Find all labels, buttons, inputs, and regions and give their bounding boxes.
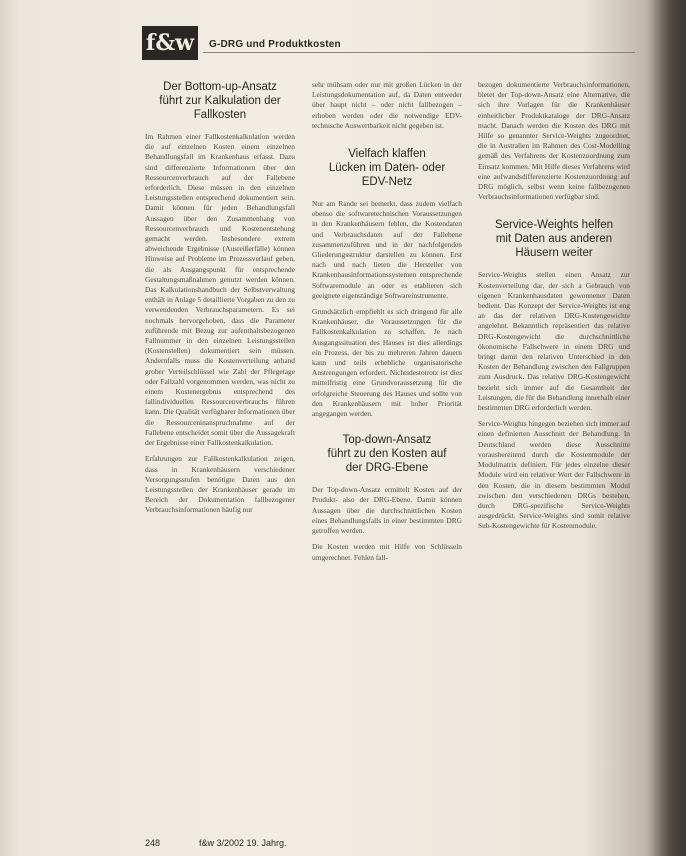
page-number: 248 (145, 838, 161, 848)
paragraph: Service-Weights hingegen beziehen sich immer auf einen definierten Ausschnitt der Behandlung. In Deutschland werden diese Ausschnitte vorausbereitend durch die Kostenmodule der Modulmatrix definiert. Für jedes einzelne dieser Module wird ein relativer Wert der Fallschwere in den Kosten, die in diesem bestimmten Modul zwischen den verschiedenen DRGs bestehen, durch DRG-spezifische Service-Weights ausgedrückt. Service-Weights sind somit relative Sub-Kostengewichte für Kostenmodule. (478, 419, 630, 531)
issue-label: f&w 3/2002 19. Jahrg. (199, 838, 287, 848)
text-column-1 (145, 80, 295, 522)
text-column-3 (478, 80, 630, 538)
section-header: G-DRG und Produktkosten (209, 39, 341, 50)
heading-luecken: Vielfach klaffen Lücken im Daten- oder EDV-Netz (328, 148, 446, 189)
heading-bottom-up: Der Bottom-up-Ansatz führt zur Kalkulation der Fallkosten (159, 81, 281, 121)
paragraph: bezogen dokumentierte Verbrauchsinformationen, bietet der Top-down-Ansatz eine Alternative, die sich ihre Vorlagen für die Krankenhäuser einheitlicher Produktkataloge der DRG-Ansatz macht. Danach werden die Kosten des DRG mit Hilfe so genannter Service-Weights zugeordnet, die in Australien im Rahmen des Cost-Modelling gemäß des Verfahrens der Kostenzuordnung zum Einsatz kommen. Mit Hilfe dieses Verfahrens wird eine aufwandsdifferenzierte Kostenzuordnung auf DRG möglich, selbst wenn keine fallbezogenen Verbrauchsinformationen verfügbar sind. (478, 80, 630, 202)
paragraph: Der Top-down-Ansatz ermittelt Kosten auf der Produkt- also der DRG-Ebene. Damit können Aussagen über die durchschnittlichen Kosten eines Behandlungsfalls in einer bestimmten DRG getroffen werden. (312, 485, 462, 536)
heading-service-weights: Service-Weights helfen mit Daten aus anderen Häusern weiter (494, 219, 614, 260)
book-spine-shadow (646, 0, 686, 856)
paragraph: Im Rahmen einer Fallkostenkalkulation werden die auf einzelnen Kosten einem einzelnen Behandlungsfall im Krankenhaus erfasst. Dazu sind differenzierte Informationen über den Ressourcenverbrauch auf der Fallebene erforderlich. Diese müssen in den einzelnen Leistungsstellen entsprechend dokumentiert sein. Damit können für jeden Behandlungsfall Aussagen über den Zusammenhang von Ressourcenverbrauch und Kostenentstehung gemacht werden. Insbesondere extrem abweichende Ergebnisse (Ausreißerfälle) können Hinweise auf Probleme im Prozessverlauf geben, die als Ausgangspunkt für entsprechende Gestaltungsmaßnahmen genutzt werden können. Das Kalkulationshandbuch der Selbstverwaltung enthält in Anlage 5 detaillierte Vorgaben zu den zu verwendenden Verbrauchsparametern. Es sei nochmals hervorgehoben, dass die Parameter zuführende mit Bezug zur aufenthaltsbezogenen Fallnummer in den einzelnen Leistungsstellen (Kostenstellen) dokumentiert sein müssen. Andernfalls muss die Kostenverteilung anhand grober Verteilschlüssel wie Zahl der Pflegetage oder Fallzahl vorgenommen werden, was nicht zu einem Kostenergebnis entsprechend des fallindividuellen Ressourcenverbrauchs führen kann. Die Qualität verfügbarer Informationen über die Ressourceninanspruchnahme auf der Fallebene entscheidet somit über die Aussagekraft der Ergebnisse einer Fallkostenkalkulation. (145, 132, 295, 448)
paragraph: Service-Weights stellen einen Ansatz zur Kostenverteilung dar, der sich a Gebrauch von eigenen Krankenhausdaten gewonnener Daten bedient. Das Konzept der Service-Weights ist eng an das der relativen DRG-Kostengewichte angelehnt. Bekanntlich repräsentiert das relative DRG-Kostengewicht die durchschnittliche ökonomische Fallschwere in einem DRG und bringt damit den relativen Unterschied in den Kosten der Behandlung zwischen den Fallgruppen zum Ausdruck. Das relative DRG-Kostengewicht bezieht sich immer auf die Gesamtheit der Leistungen, die für die Behandlung innerhalb einer bestimmten DRG erforderlich werden. (478, 270, 630, 413)
text-column-2 (312, 80, 462, 569)
header-divider (203, 52, 635, 53)
heading-top-down: Top-down-Ansatz führt zu den Kosten auf der DRG-Ebene (327, 434, 447, 475)
paragraph: Grundsätzlich empfiehlt es sich dringend für alle Krankenhäuser, die Voraussetzungen für die Fallkostenkalkulation zu schaffen. Je nach Ausgangssituation des Hauses ist dies allerdings ein Prozess, der bis zu mehreren Jahren dauern kann und teils erhebliche organisatorische Anstrengungen erfordert. Nichtsdestotrotz ist dies mittelfristig eine Grundvoraussetzung für die erfolgreiche Steuerung des Hauses und sollte von den Krankenhäusern mit hoher Priorität angegangen werden. (312, 307, 462, 419)
paragraph: Nur am Rande sei bemerkt, dass zudem vielfach ebenso die softwaretechnischen Voraussetzungen in den Krankenhäusern fehlen, die Kostendaten und Verbrauchsdaten auf der Fallebene zusammenzuführen und in der nachfolgenden Gliederungsstruktur darstellen zu können. Erst nach und nach lieten die Hersteller von Krankenhausinformationssystemen entsprechende Softwaremodule an oder es etablieren sich geeignete eigenständige Softwareinstrumente. (312, 199, 462, 300)
fw-logo: f&w (142, 26, 198, 60)
paragraph: sehr mühsam oder nur mit großen Lücken in der Leistungsdokumentation auf, da Daten entweder über haupt nicht – oder nicht fallbezogen – erhoben werden oder die notwendige EDV-technische Auswertbarkeit nicht gegeben ist. (312, 80, 462, 130)
paragraph: Die Kosten werden mit Hilfe von Schlüsseln umgerechnet. Fehlen fall- (312, 542, 462, 562)
paragraph: Erfahrungen zur Fallkostenkalkulation zeigen, dass in Krankenhäusern verschiedener Versorgungsstufen benötigte Daten aus den Leistungsstellen der Krankenhäuser gerade im Bereich der Dokumentation fallbezogener Verbrauchsinformationen häufig nur (145, 454, 295, 515)
